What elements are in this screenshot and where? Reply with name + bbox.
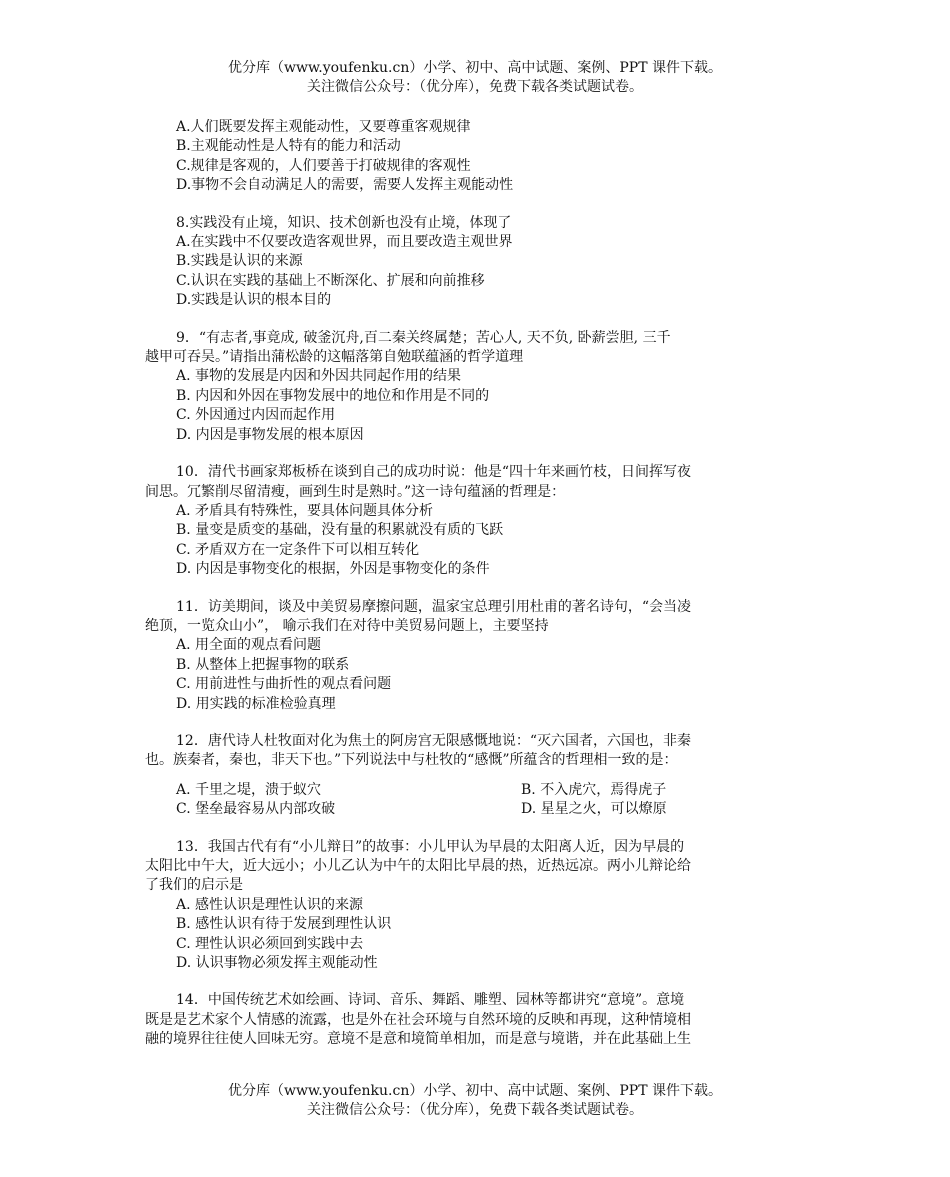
option-d: D. 星星之火，可以燎原 (521, 801, 667, 818)
page-footer (0, 1082, 950, 1120)
footer-line-2: 关注微信公众号：（优分库），免费下载各类试题试卷。 (307, 1102, 643, 1118)
question-12 (145, 732, 810, 820)
option-c: C. 外因通过内因而起作用 (176, 407, 336, 424)
options-grid (145, 781, 810, 820)
header-line-2: 关注微信公众号：（优分库），免费下载各类试题试卷。 (307, 79, 643, 95)
question-stem-line-3: 了我们的启示是 (145, 877, 243, 894)
option-d: D.实践是认识的根本目的 (176, 292, 332, 309)
question-11 (145, 598, 810, 714)
option-c: C.规律是客观的，人们要善于打破规律的客观性 (176, 157, 471, 174)
question-stem-line-1: 11．访美期间，谈及中美贸易摩擦问题，温家宝总理引用杜甫的著名诗句，“会当凌 (176, 598, 691, 615)
option-d: D. 认识事物必须发挥主观能动性 (176, 955, 378, 972)
option-c: C. 矛盾双方在一定条件下可以相互转化 (176, 541, 420, 558)
option-c: C. 用前进性与曲折性的观点看问题 (176, 676, 392, 693)
question-9 (145, 329, 810, 445)
option-d: D. 内因是事物变化的根据，外因是事物变化的条件 (176, 561, 490, 578)
question-stem-line-2: 既是是艺术家个人情感的流露，也是外在社会环境与自然环境的反映和再现，这种情境相 (145, 1011, 691, 1028)
option-b: B. 感性认识有待于发展到理性认识 (176, 916, 392, 933)
question-stem-line-2: 间思。冗繁削尽留清瘦，画到生时是熟时。”这一诗句蕴涵的哲理是： (145, 483, 566, 500)
option-b: B. 从整体上把握事物的联系 (176, 656, 350, 673)
question-stem-line-2: 越甲可吞吴。”请指出蒲松龄的这幅落第自勉联蕴涵的哲学道理 (145, 349, 524, 366)
footer-line-1: 优分库（www.youfenku.cn）小学、初中、高中试题、案例、PPT 课件下载。 (227, 1083, 722, 1099)
option-a: A.人们既要发挥主观能动性，又要尊重客观规律 (176, 119, 471, 135)
option-a: A. 事物的发展是内因和外因共同起作用的结果 (176, 368, 462, 385)
question-7 (145, 118, 810, 196)
question-14 (145, 991, 810, 1049)
option-d: D. 内因是事物发展的根本原因 (176, 426, 364, 443)
question-stem-line-3: 融的境界往往使人回味无穷。意境不是意和境简单相加，而是意与境谐，并在此基础上生 (145, 1031, 691, 1048)
question-stem-line-1: 13．我国古代有有“小儿辩日”的故事：小儿甲认为早晨的太阳离人近，因为早晨的 (176, 838, 685, 855)
question-13 (145, 838, 810, 974)
exam-content (145, 118, 810, 1050)
question-stem-line-1: 9．“有志者,事竟成, 破釜沉舟,百二秦关终属楚；苦心人, 天不负, 卧薪尝胆, 三千 (176, 329, 671, 346)
question-stem-line-2: 也。族秦者，秦也，非天下也。”下列说法中与杜牧的“感慨”所蕴含的哲理相一致的是： (145, 752, 678, 769)
option-c: C. 堡垒最容易从内部攻破 (176, 801, 336, 818)
option-b: B.实践是认识的来源 (176, 253, 303, 270)
question-stem-line-2: 绝顶，一览众山小”， 喻示我们在对待中美贸易问题上，主要坚持 (145, 617, 549, 634)
option-d: D. 用实践的标准检验真理 (176, 695, 336, 712)
option-d: D.事物不会自动满足人的需要，需要人发挥主观能动性 (176, 177, 514, 194)
option-b: B. 不入虎穴，焉得虎子 (521, 781, 667, 798)
option-a: A. 感性认识是理性认识的来源 (176, 896, 364, 913)
question-stem-line-1: 14．中国传统艺术如绘画、诗词、音乐、舞蹈、雕塑、园林等都讲究“意境”。意境 (176, 992, 685, 1009)
option-c: C. 理性认识必须回到实践中去 (176, 935, 364, 952)
option-b: B. 内因和外因在事物发展中的地位和作用是不同的 (176, 387, 490, 404)
question-stem-line-1: 12．唐代诗人杜牧面对化为焦土的阿房宫无限感慨地说：“灭六国者，六国也，非秦 (176, 732, 691, 749)
option-a: A. 矛盾具有特殊性，要具体问题具体分析 (176, 502, 434, 519)
option-b: B.主观能动性是人特有的能力和活动 (176, 138, 401, 155)
header-line-1: 优分库（www.youfenku.cn）小学、初中、高中试题、案例、PPT 课件下载。 (227, 60, 722, 76)
option-b: B. 量变是质变的基础，没有量的积累就没有质的飞跃 (176, 522, 504, 539)
option-a: A.在实践中不仅要改造客观世界，而且要改造主观世界 (176, 234, 513, 251)
question-stem-line-1: 10．清代书画家郑板桥在谈到自己的成功时说：他是“四十年来画竹枝，日间挥写夜 (176, 464, 691, 481)
question-8 (145, 214, 810, 311)
option-c: C.认识在实践的基础上不断深化、扩展和向前推移 (176, 272, 485, 289)
question-stem-line-2: 太阳比中午大，近大远小；小儿乙认为中午的太阳比早晨的热，近热远凉。两小儿辩论给 (145, 858, 691, 874)
question-stem: 8.实践没有止境，知识、技术创新也没有止境，体现了 (176, 214, 512, 231)
option-a: A. 用全面的观点看问题 (176, 637, 322, 654)
option-a: A. 千里之堤，溃于蚁穴 (176, 781, 322, 798)
question-10 (145, 463, 810, 579)
page-header (0, 59, 950, 97)
